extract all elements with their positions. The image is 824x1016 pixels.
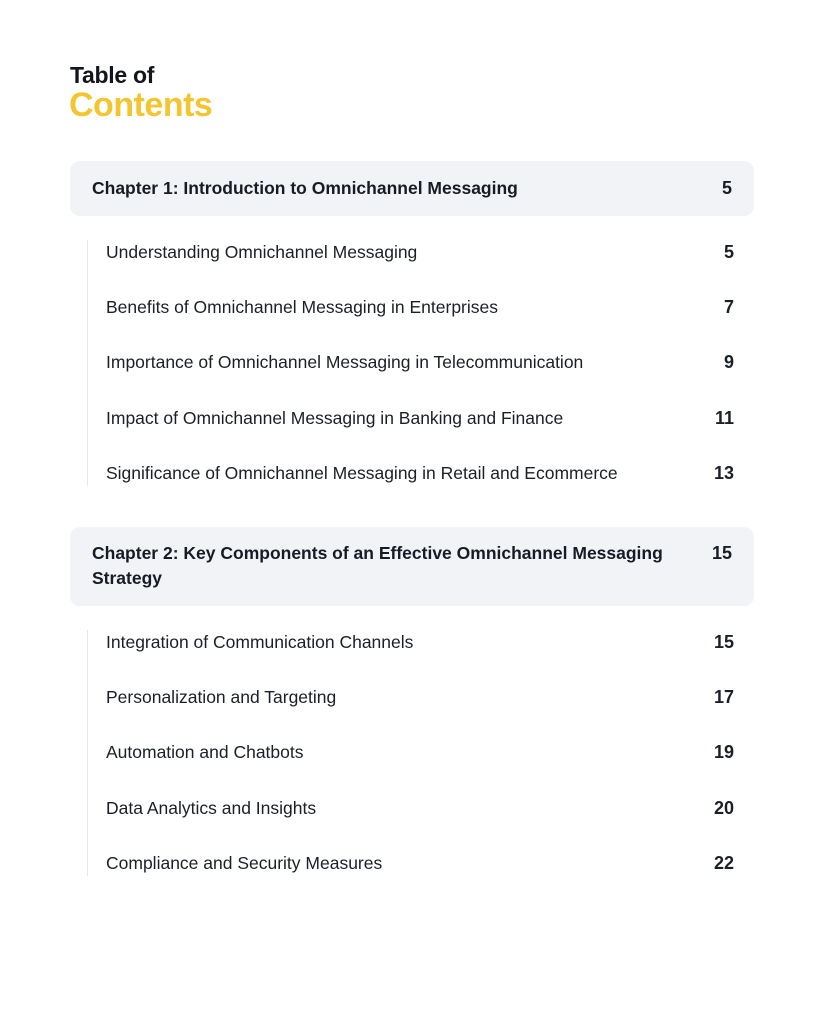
toc-entry[interactable] (106, 350, 734, 375)
chapter-1-title: Chapter 1: Introduction to Omnichannel Messaging (92, 178, 518, 198)
toc-entry-page-number: 17 (713, 687, 734, 707)
chapter-2-page-number: 15 (711, 543, 732, 563)
toc-entry[interactable] (106, 461, 734, 486)
toc-entry-title: Significance of Omnichannel Messaging in Retail and Ecommerce (106, 463, 618, 483)
toc-entry-title: Personalization and Targeting (106, 687, 337, 707)
toc-entry[interactable] (106, 796, 734, 821)
toc-entry-title: Compliance and Security Measures (106, 853, 383, 873)
toc-entry-title: Benefits of Omnichannel Messaging in Enterprises (106, 297, 499, 317)
toc-entry-page-number: 20 (713, 798, 734, 818)
chapter-1-header[interactable] (70, 161, 754, 216)
chapter-2-title: Chapter 2: Key Components of an Effective Omnichannel Messaging Strategy (92, 543, 663, 588)
toc-entry[interactable] (106, 630, 734, 655)
toc-entry-title: Data Analytics and Insights (106, 798, 317, 818)
toc-entry-title: Impact of Omnichannel Messaging in Banking and Finance (106, 408, 564, 428)
toc-entry-page-number: 13 (713, 463, 734, 483)
toc-entry[interactable] (106, 295, 734, 320)
heading-line-1: Table of (70, 62, 155, 88)
toc-entry[interactable] (106, 685, 734, 710)
toc-entry[interactable] (106, 240, 734, 265)
toc-entry-title: Understanding Omnichannel Messaging (106, 242, 418, 262)
toc-entry[interactable] (106, 851, 734, 876)
toc-entry[interactable] (106, 740, 734, 765)
chapter-1-page-number: 5 (721, 178, 732, 198)
toc-entry-page-number: 19 (713, 742, 734, 762)
toc-entry-page-number: 15 (713, 632, 734, 652)
toc-entry-page-number: 9 (723, 352, 734, 372)
toc-entry-title: Importance of Omnichannel Messaging in Telecommunication (106, 352, 584, 372)
toc-entry[interactable] (106, 406, 734, 431)
chapter-2-section-list (87, 630, 734, 876)
heading-line-2: Contents (69, 86, 213, 124)
toc-entry-page-number: 7 (723, 297, 734, 317)
chapter-2-header[interactable] (70, 527, 754, 606)
chapter-1-section-list (87, 240, 734, 486)
toc-entry-title: Automation and Chatbots (106, 742, 304, 762)
toc-entry-page-number: 5 (723, 242, 734, 262)
toc-entry-page-number: 11 (714, 408, 734, 428)
toc-entry-title: Integration of Communication Channels (106, 632, 414, 652)
toc-entry-page-number: 22 (713, 853, 734, 873)
